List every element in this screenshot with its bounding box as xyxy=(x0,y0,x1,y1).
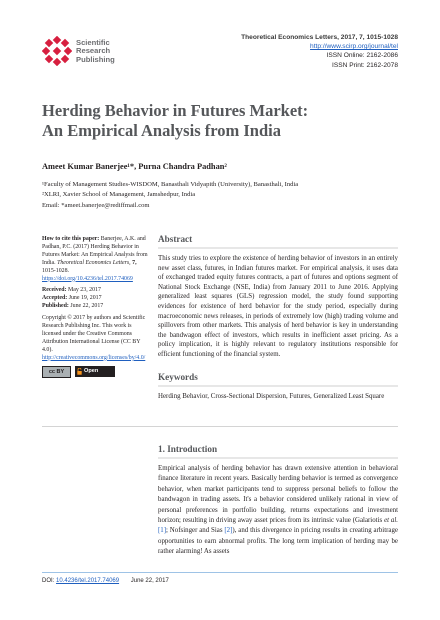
license-link[interactable]: http://creativecommons.org/licenses/by/4.0/ xyxy=(42,354,146,361)
footer-date: June 22, 2017 xyxy=(130,578,169,584)
affiliation-2: ²XLRI, Xavier School of Management, Jamshedpur, India xyxy=(42,191,196,199)
publisher-name: Scientific Research Publishing xyxy=(76,38,115,64)
introduction-heading: 1. Introduction xyxy=(158,444,398,459)
citation-doi-link[interactable]: https://doi.org/10.4236/tel.2017.74069 xyxy=(42,275,133,282)
paper-title: Herding Behavior in Futures Market: An Empirical Analysis from India xyxy=(42,101,309,140)
open-lock-icon xyxy=(77,368,82,375)
journal-name: Theoretical Economics Letters, 2017, 7, 1015-1028 xyxy=(241,34,398,41)
reference-1-link[interactable]: [1] xyxy=(158,527,167,535)
citation-block: How to cite this paper: Banerjee, A.K. and Padhan, P.C. (2017) Herding Behavior in Futures Market: An Empirical Analysis from India. Theoretical Economics Letters, 7, 1015-1028. https://doi.org/10.4236/tel.2017.74069 xyxy=(42,236,148,282)
keywords-heading: Keywords xyxy=(158,372,398,387)
scirp-logo-icon xyxy=(42,36,72,66)
author-email: Email: *ameet.banerjee@rediffmail.com xyxy=(42,201,150,209)
abstract-text: This study tries to explore the existence of herding behavior of investors in an entirely new asset class, futures, in Indian futures market. For empirical analysis, it uses data of exchanged traded equity futures contracts, a part of futures and options segment of National Stock Exchange (NSE, India) from January 2011 to June 2016. Applying generalized least squares (GLS) regression model, the study found supporting evidences for existence of herd behavior for the study period, especially during macroeconomic news releases, in periods of extremely low (high) trading volume and spillovers from other markets. This analysis of herd behavior is key in understanding the bandwagon effect of investors, which results in inefficient asset pricing. As a policy implication, it is highly relevant to regulatory institutions responsible for efficient functioning of the financial system. xyxy=(158,255,398,358)
footer-divider xyxy=(42,572,398,573)
copyright-block: Copyright © 2017 by authors and Scientific Research Publishing Inc. This work is licensed under the Creative Commons Attribution International License (CC BY 4.0). http://creativecommons.org/licenses/by/4.0/ cc BY Open Access xyxy=(42,315,146,385)
cc-by-badge: cc BY xyxy=(42,366,71,378)
issn-print: ISSN Print: 2162-2078 xyxy=(332,61,398,69)
footer-doi-link[interactable]: 10.4236/tel.2017.74069 xyxy=(56,578,120,584)
journal-info xyxy=(241,33,398,70)
introduction-section xyxy=(158,444,398,558)
abstract-heading: Abstract xyxy=(158,234,398,249)
reference-2-link[interactable]: [2] xyxy=(224,527,233,535)
publisher-logo xyxy=(42,36,192,68)
section-divider xyxy=(42,426,398,427)
abstract-section xyxy=(158,234,398,401)
page-footer: DOI: 10.4236/tel.2017.74069 June 22, 2017 xyxy=(42,578,169,584)
affiliations xyxy=(42,180,298,211)
authors: Ameet Kumar Banerjee¹*, Purna Chandra Padhan² xyxy=(42,162,227,171)
open-access-badge: Open Access xyxy=(75,366,115,377)
introduction-text: Empirical analysis of herding behavior has drawn extensive attention in behavioral finance literature in recent years. Basically herding behavior is termed as convergence behavior, when market participants tend to suppress personal beliefs to follow the bandwagon in trading assets. It's a behavior considered unlikely rational in view of personal preferences in portfolio building, returns expectations and investment horizon; resulting in driving away asset prices from its intrinsic value (Galariotis et al. [1]; Nofsinger and Sias [2]), and this divergence in pricing results in creating arbitrage opportunities to earn abnormal profits. The long term implication of herding may be rather alarming! As assets xyxy=(158,465,398,556)
affiliation-1: ¹Faculty of Management Studies-WISDOM, Banasthali Vidyapith (University), Banasthali, India xyxy=(42,181,299,188)
article-sidebar xyxy=(42,236,149,385)
issn-online: ISSN Online: 2162-2086 xyxy=(326,52,398,60)
journal-url-link[interactable]: http://www.scirp.org/journal/tel xyxy=(310,43,398,51)
dates-block: Received: May 23, 2017 Accepted: June 19, 2017 Published: June 22, 2017 xyxy=(42,287,104,310)
keywords-text: Herding Behavior, Cross-Sectional Dispersion, Futures, Generalized Least Square xyxy=(158,392,385,400)
